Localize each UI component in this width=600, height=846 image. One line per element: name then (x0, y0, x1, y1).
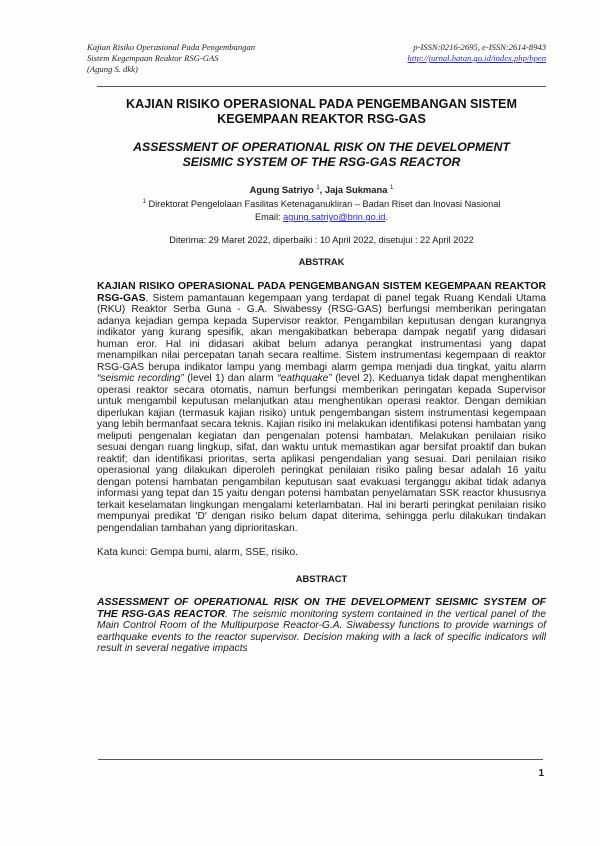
abstract-text: . The seismic monitoring system contained in the vertical panel of the Main Control Room of the Multipurpose Reactor-G.A. Siwabessy functions to provide warnings of earthquake events to the reactor supervisor. Decision making with a lack of specific indicators will result in several negative impacts (97, 608, 546, 655)
email-line (97, 211, 546, 224)
page-number: 1 (538, 768, 544, 779)
running-head-line: Sistem Kegempaan Reaktor RSG-GAS (87, 53, 219, 63)
issn-text: p-ISSN:0216-2695, e-ISSN:2614-8943 (413, 42, 546, 52)
running-head (87, 42, 546, 75)
author-affiliation-mark: 1 (316, 185, 320, 191)
title-line: KEGEMPAAN REAKTOR RSG-GAS (217, 112, 426, 126)
paper-content (97, 97, 546, 655)
affiliation-text: Direktorat Pengelolaan Fasilitas Ketenaganukliran – Badan Riset dan Inovasi Nasional (145, 199, 501, 210)
submission-dates: Diterima: 29 Maret 2022, diperbaiki : 10 April 2022, disetujui : 22 April 2022 (169, 235, 474, 246)
abstrak-heading: ABSTRAK (298, 256, 345, 268)
email-trailing: . (385, 212, 388, 223)
abstract-heading: ABSTRACT (295, 573, 348, 585)
abstrak-text: (level 2). Keduanya tidak dapat menghentikan operasi reaktor secara otomatis, namun berfungsi memberikan peringatan kepada Supervisor untuk mengambil keputusan melanjutkan atau menghentikan operasi reaktor. Dengan demikian diperlukan kajian (termasuk kajian risiko) untuk pengembangan sistem instrumentasi kegempaan yang lebih bermanfaat secara teknis. Kajian risiko ini melakukan identifikasi potensi hambatan yang meliputi pengenalan kegiatan dan pengenalan potensi hambatan. Melakukan penilaian risiko sesuai dengan ruang lingkup, sifat, dan waktu untuk memastikan agar bersifat proaktif dan bukan reaktif; dan identifikasi prioritas, serta aplikasi pengendalian yang sesuai. Dari penilaian risiko operasional yang dilakukan diperoleh peringkat penilaian risiko paling besar adalah 16 yaitu dengan potensi hambatan pengambilan keputusan saat evakuasi terganggu akibat tidak adanya informasi yang tepat dan 15 yaitu dengan potensi hambatan penyelamatan SSK reactor khususnya terkait keselamatan lingkungan mengalami keterlambatan. Hal ini berarti peringkat penilaian risiko mempunyai predikat 'D' dengan risiko belum dapat diterima, sehingga perlu dilakukan tindakan pengendalian tambahan yang diprioritaskan. (97, 373, 546, 534)
title-line: SEISMIC SYSTEM OF THE RSG-GAS REACTOR (182, 155, 461, 169)
running-head-left (87, 42, 255, 75)
author-separator: , (319, 184, 325, 196)
abstrak-italic-term: “eathquake” (277, 373, 332, 385)
title-line: KAJIAN RISIKO OPERASIONAL PADA PENGEMBANGAN SISTEM (126, 97, 517, 111)
abstract-english-body (97, 597, 546, 655)
title-indonesian (97, 97, 546, 127)
abstrak-lead-title: KAJIAN RISIKO OPERASIONAL PADA PENGEMBANGAN SISTEM KEGEMPAAN REAKTOR RSG-GAS (97, 281, 546, 304)
email-link[interactable]: agung.satriyo@brin.go.id (283, 212, 386, 223)
author-name: Jaja Sukmana (324, 184, 388, 196)
affiliation-mark: 1 (142, 199, 146, 206)
footer-rule (98, 759, 543, 760)
abstrak-text: (level 1) dan alarm (183, 373, 278, 385)
header-rule (97, 86, 546, 87)
author-affiliation-mark: 1 (390, 185, 394, 191)
email-label: Email: (255, 212, 284, 223)
running-head-right (408, 42, 546, 75)
abstrak-body (97, 281, 546, 534)
title-english (97, 140, 546, 170)
abstrak-italic-term: “seismic recording” (97, 373, 184, 385)
keywords: Kata kunci: Gempa bumi, alarm, SSE, risiko. (97, 547, 298, 559)
affiliation (97, 196, 546, 211)
abstrak-text: . Sistem pamantauan kegempaan yang terdapat di panel tegak Ruang Kendali Utama (RKU) Reaktor Serba Guna - G.A. Siwabessy (RSG-GAS) berfungsi memberikan peringatan adanya kejadian gempa kepada Supervisor reaktor. Pengambilan keputusan dengan kurangnya indikator yang kurang spesifik, akan mengakibatkan beberapa dampak negatif yang didasari human eror. Hal ini didasari akibat belum adanya perangkat instrumentasi yang dapat menampilkan nilai percepatan tanah secara realtime. Sistem instrumentasi kegempaan di reaktor RSG-GAS berupa indikator lampu yang membagi alarm gempa menjadi dua tingkat, yaitu alarm (97, 292, 546, 373)
author-list (97, 182, 546, 196)
running-head-authors: (Agung S. dkk) (87, 64, 138, 74)
author-name: Agung Satriyo (249, 184, 314, 196)
title-line: ASSESSMENT OF OPERATIONAL RISK ON THE DEVELOPMENT (133, 140, 510, 154)
abstract-lead-title: ASSESSMENT OF OPERATIONAL RISK ON THE DEVELOPMENT SEISMIC SYSTEM OF THE RSG-GAS REACTOR (97, 597, 546, 620)
running-head-line: Kajian Risiko Operasional Pada Pengembangan (87, 42, 256, 52)
journal-url-link[interactable]: http://jurnal.batan.go.id/index.php/bpen (407, 53, 546, 63)
